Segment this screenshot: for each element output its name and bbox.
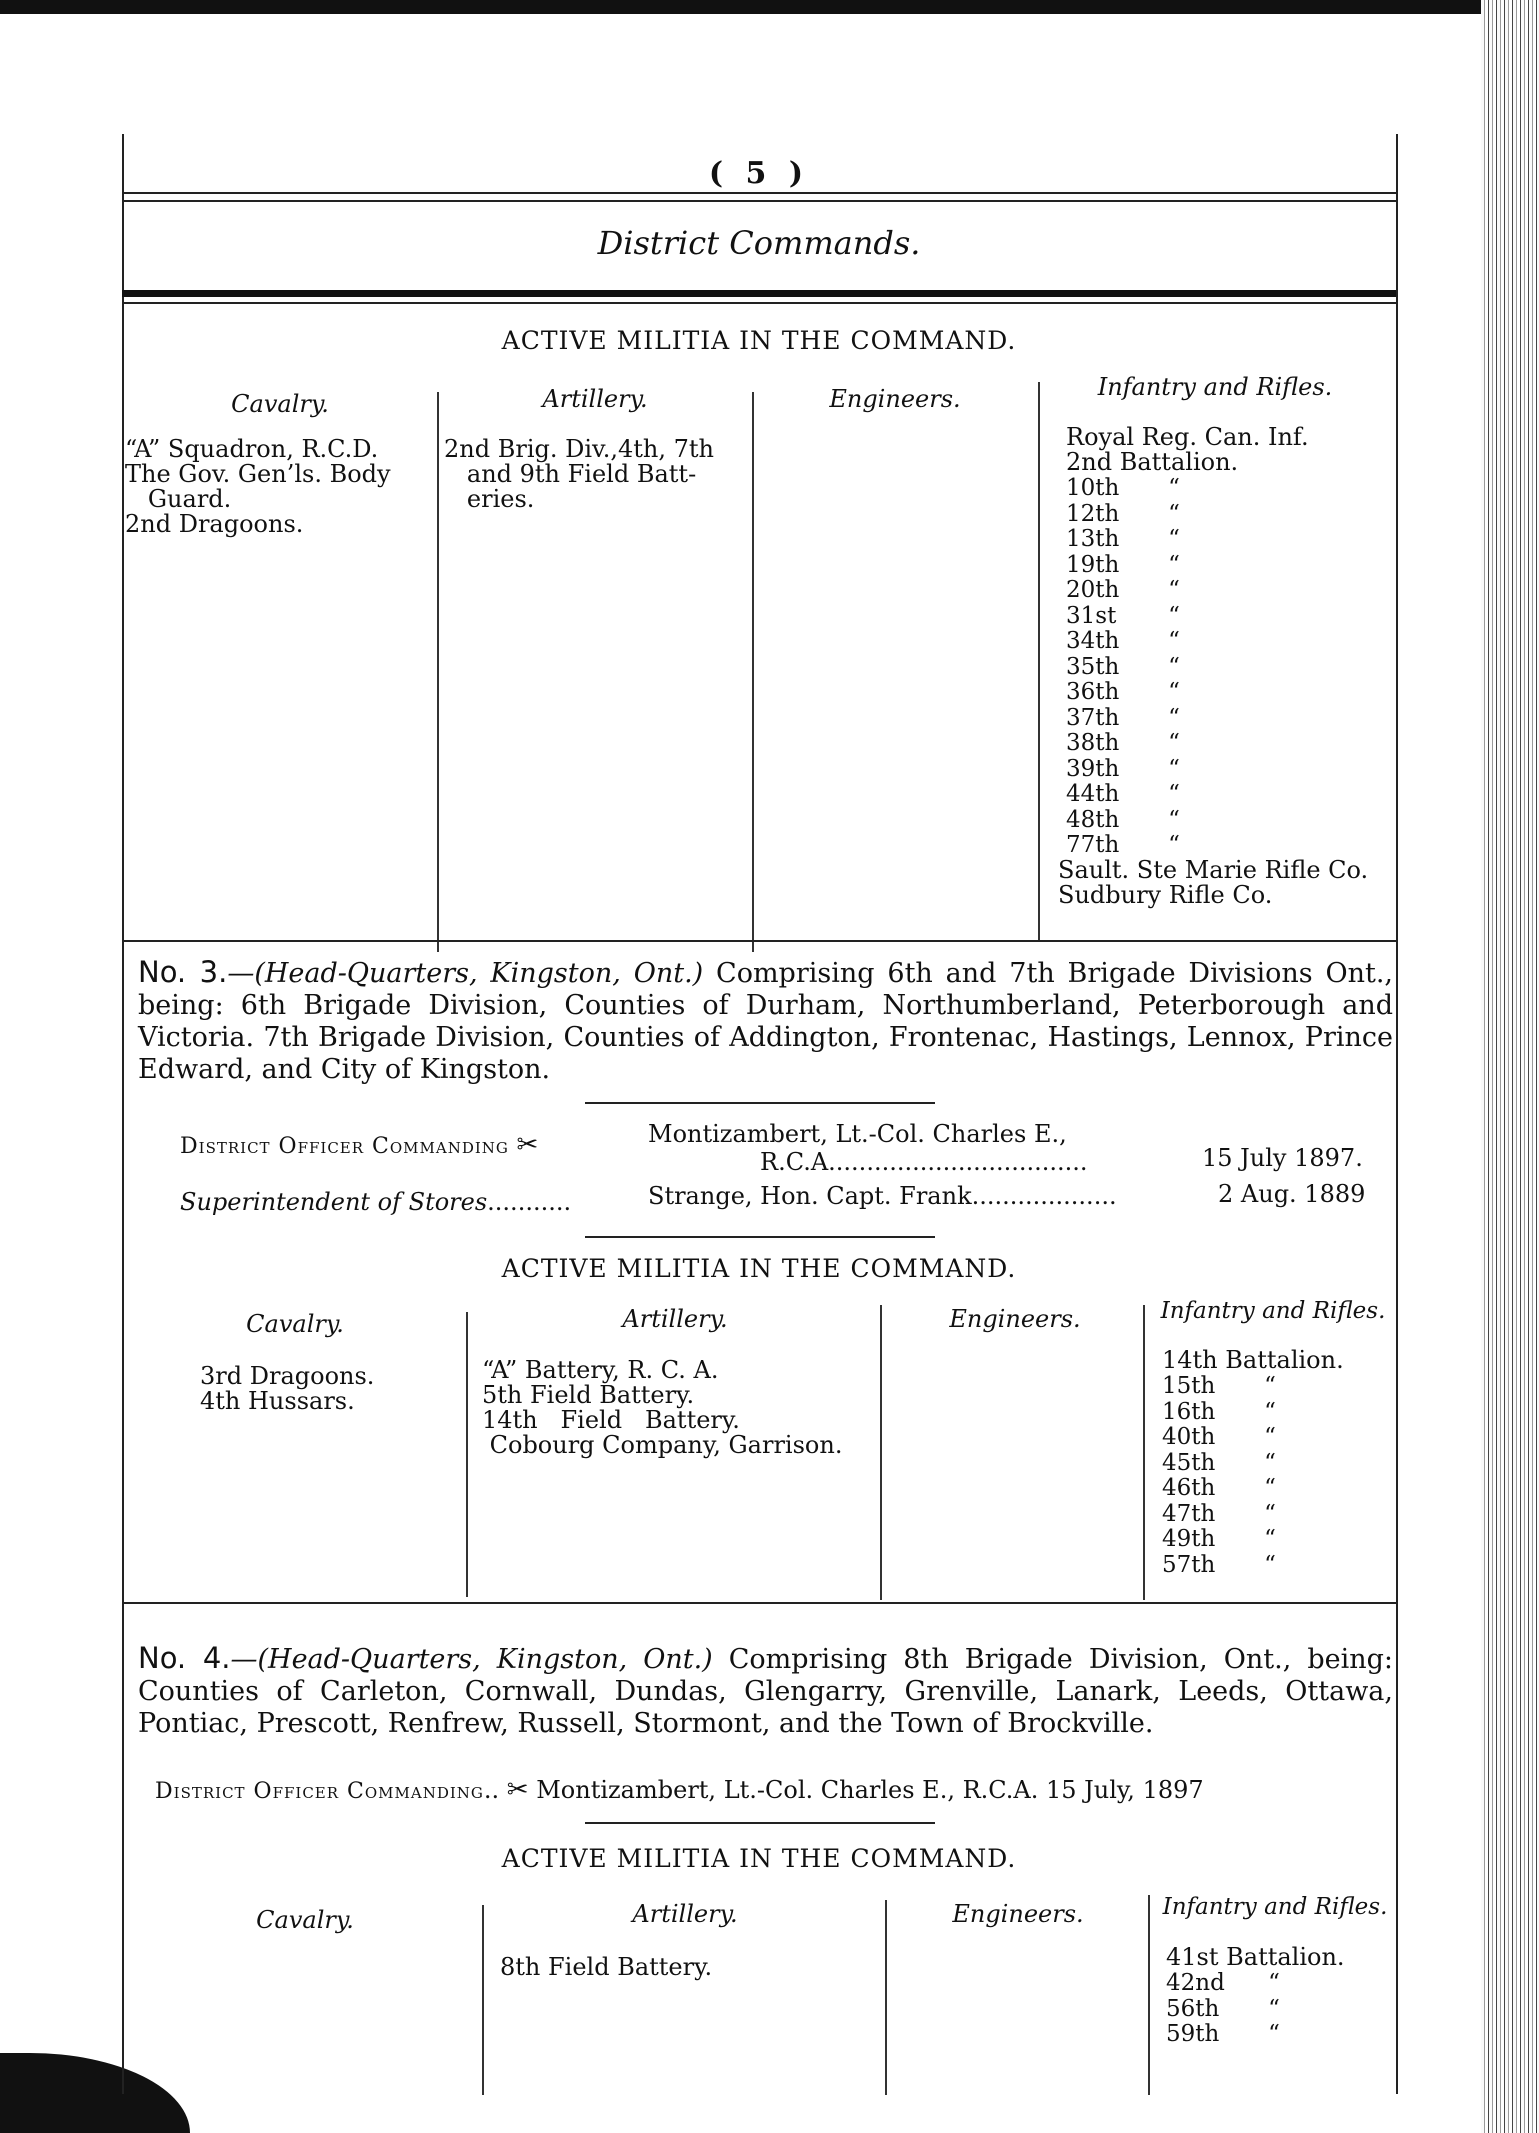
district-no4-description: No. 4.—(Head-Quarters, Kingston, Ont.) Comprising 8th Brigade Division, Ont., being: Counties of Carleton, Cornwall, Dundas, Glengarry, Grenville, Lanark, Leeds, Ottawa, Pontiac, Prescott, Renfrew, Russell, Stormont, and the Town of Brockville. xyxy=(138,1641,1393,1739)
ditto-mark: “ xyxy=(1264,1475,1276,1501)
battalion-number: 46th xyxy=(1162,1475,1216,1501)
infantry-header: Infantry and Rifles. xyxy=(1097,373,1333,401)
ditto-mark: “ xyxy=(1168,628,1180,654)
battalion-number: 16th xyxy=(1162,1398,1216,1425)
infantry-row xyxy=(1162,1553,1290,1579)
battalion-number: 56th xyxy=(1166,1995,1220,2022)
infantry-header: Infantry and Rifles. xyxy=(1162,1894,1388,1920)
infantry-row xyxy=(1066,502,1194,528)
short-rule xyxy=(585,1822,935,1824)
battalion-number: 45th xyxy=(1162,1449,1216,1476)
section-rule xyxy=(122,940,1396,942)
battalion-number: 10th xyxy=(1066,475,1120,501)
active-militia-heading: ACTIVE MILITIA IN THE COMMAND. xyxy=(501,1254,1017,1283)
artillery-units: “A” Battery, R. C. A. 5th Field Battery. 14th Field Battery. Cobourg Company, Garrison. xyxy=(482,1356,843,1459)
battalion-number: 47th xyxy=(1162,1500,1216,1527)
column-divider xyxy=(1148,1895,1150,2095)
short-rule xyxy=(585,1236,935,1238)
column-divider xyxy=(880,1305,882,1600)
cavalry-header: Cavalry. xyxy=(246,1310,344,1338)
sos-date: 2 Aug. 1889 xyxy=(1218,1180,1366,1208)
battalion-number: 39th xyxy=(1066,755,1120,782)
cavalry-units: 3rd Dragoons. 4th Hussars. xyxy=(200,1362,375,1415)
battalion-number: 20th xyxy=(1066,577,1120,603)
scan-edge-top xyxy=(0,0,1539,14)
battalion-number: 77th xyxy=(1066,832,1120,858)
ditto-mark: “ xyxy=(1168,577,1180,603)
engineers-header: Engineers. xyxy=(952,1900,1084,1928)
infantry-row xyxy=(1166,1971,1294,1997)
artillery-header: Artillery. xyxy=(542,385,648,413)
infantry-row xyxy=(1066,604,1194,630)
battalion-number: 57th xyxy=(1162,1551,1216,1578)
district-no3-description: No. 3.—(Head-Quarters, Kingston, Ont.) Comprising 6th and 7th Brigade Divisions Ont., being: 6th Brigade Division, Counties of Durham, Northumberland, Peterborough and Victoria. 7th Brigade Division, Counties of Addington, Frontenac, Hastings, Lennox, Prince Edward, and City of Kingston. xyxy=(138,955,1393,1085)
infantry-row xyxy=(1166,1997,1294,2023)
infantry-row xyxy=(1162,1400,1290,1426)
infantry-first: 41st Battalion. xyxy=(1166,1943,1345,1971)
ditto-mark: “ xyxy=(1168,500,1180,527)
artillery-header: Artillery. xyxy=(622,1305,728,1333)
infantry-row xyxy=(1066,731,1194,757)
battalion-number: 48th xyxy=(1066,806,1120,833)
infantry-first: 2nd Battalion. xyxy=(1066,448,1239,476)
doc-date: 15 July 1897. xyxy=(1202,1144,1363,1172)
battalion-number: 34th xyxy=(1066,628,1120,654)
ditto-mark: “ xyxy=(1268,1995,1280,2022)
cavalry-units: “A” Squadron, R.C.D. The Gov. Gen’ls. Body Guard. 2nd Dragoons. xyxy=(125,435,391,538)
artillery-units: 2nd Brig. Div.,4th, 7th and 9th Field Batt- eries. xyxy=(444,435,715,513)
column-divider xyxy=(466,1312,468,1597)
infantry-row xyxy=(1066,476,1194,502)
ditto-mark: “ xyxy=(1168,653,1180,680)
cavalry-header: Cavalry. xyxy=(256,1906,354,1934)
crossed-swords-icon: ✂ xyxy=(506,1775,529,1805)
battalion-number: 44th xyxy=(1066,781,1120,807)
ditto-mark: “ xyxy=(1168,551,1180,578)
doc-name-cont: R.C.A.................................. xyxy=(760,1148,1088,1176)
infantry-row xyxy=(1066,757,1194,783)
ditto-mark: “ xyxy=(1168,832,1180,858)
doc-label: District Officer Commanding ✂ xyxy=(180,1130,539,1160)
engineers-header: Engineers. xyxy=(829,385,961,413)
ditto-mark: “ xyxy=(1168,679,1180,705)
battalion-number: 36th xyxy=(1066,679,1120,705)
sos-label: Superintendent of Stores........... xyxy=(180,1188,572,1216)
artillery-header: Artillery. xyxy=(632,1900,738,1928)
ditto-mark: “ xyxy=(1168,704,1180,731)
battalion-number: 42nd xyxy=(1166,1970,1225,1996)
battalion-number: 40th xyxy=(1162,1424,1216,1450)
page-number: ( 5 ) xyxy=(708,156,810,191)
infantry-row xyxy=(1162,1502,1290,1528)
battalion-number: 12th xyxy=(1066,500,1120,527)
heavy-rule xyxy=(122,290,1396,297)
header-rule xyxy=(122,192,1396,194)
ditto-mark: “ xyxy=(1168,730,1180,756)
ditto-mark: “ xyxy=(1168,526,1180,552)
infantry-first: 14th Battalion. xyxy=(1162,1346,1344,1374)
infantry-row xyxy=(1066,782,1194,808)
ditto-mark: “ xyxy=(1264,1526,1276,1552)
ditto-mark: “ xyxy=(1168,475,1180,501)
ditto-mark: “ xyxy=(1168,755,1180,782)
cavalry-header: Cavalry. xyxy=(231,390,329,418)
section-title: District Commands. xyxy=(597,224,921,262)
engineers-header: Engineers. xyxy=(949,1305,1081,1333)
infantry-list xyxy=(1162,1374,1290,1578)
infantry-row xyxy=(1166,2022,1294,2048)
column-divider xyxy=(437,392,439,952)
artillery-units: 8th Field Battery. xyxy=(500,1953,713,1981)
heavy-rule-thin xyxy=(122,302,1396,304)
infantry-list xyxy=(1166,1971,1294,2048)
ditto-mark: “ xyxy=(1264,1500,1276,1527)
doc-name: Montizambert, Lt.-Col. Charles E., R.C.A. 15 July, 1897 xyxy=(536,1776,1204,1804)
active-militia-heading: ACTIVE MILITIA IN THE COMMAND. xyxy=(501,326,1017,355)
ditto-mark: “ xyxy=(1168,781,1180,807)
ditto-mark: “ xyxy=(1268,1970,1280,1996)
infantry-row xyxy=(1162,1451,1290,1477)
doc-label: District Officer Commanding.. ✂ Montizambert, Lt.-Col. Charles E., R.C.A. 15 July, 1897 xyxy=(155,1775,1204,1805)
infantry-header: Infantry and Rifles. xyxy=(1160,1298,1386,1324)
infantry-row xyxy=(1066,706,1194,732)
infantry-row xyxy=(1162,1374,1290,1400)
infantry-row xyxy=(1162,1476,1290,1502)
infantry-row xyxy=(1066,553,1194,579)
column-divider xyxy=(482,1905,484,2095)
scan-edge-right xyxy=(1481,0,1539,2133)
infantry-row xyxy=(1066,527,1194,553)
battalion-number: 59th xyxy=(1166,2021,1220,2047)
ditto-mark: “ xyxy=(1264,1398,1276,1425)
active-militia-heading: ACTIVE MILITIA IN THE COMMAND. xyxy=(501,1844,1017,1873)
doc-name: Montizambert, Lt.-Col. Charles E., xyxy=(648,1120,1067,1148)
battalion-number: 19th xyxy=(1066,551,1120,578)
infantry-row xyxy=(1066,833,1194,859)
crossed-swords-icon: ✂ xyxy=(516,1130,539,1160)
infantry-row xyxy=(1162,1425,1290,1451)
infantry-row xyxy=(1066,578,1194,604)
infantry-row xyxy=(1162,1527,1290,1553)
ditto-mark: “ xyxy=(1168,602,1180,629)
battalion-number: 31st xyxy=(1066,602,1117,629)
battalion-number: 15th xyxy=(1162,1373,1216,1399)
infantry-row xyxy=(1066,655,1194,681)
infantry-list xyxy=(1066,476,1194,859)
infantry-top: Royal Reg. Can. Inf. xyxy=(1066,423,1309,451)
ditto-mark: “ xyxy=(1268,2021,1280,2047)
ditto-mark: “ xyxy=(1264,1424,1276,1450)
header-rule-2 xyxy=(122,200,1396,202)
column-divider xyxy=(1143,1305,1145,1600)
ditto-mark: “ xyxy=(1168,806,1180,833)
column-divider xyxy=(885,1900,887,2095)
battalion-number: 38th xyxy=(1066,730,1120,756)
ditto-mark: “ xyxy=(1264,1551,1276,1578)
battalion-number: 49th xyxy=(1162,1526,1216,1552)
section-rule xyxy=(122,1602,1396,1604)
column-divider xyxy=(1038,382,1040,942)
sos-name: Strange, Hon. Capt. Frank................... xyxy=(648,1182,1117,1210)
ditto-mark: “ xyxy=(1264,1373,1276,1399)
battalion-number: 37th xyxy=(1066,704,1120,731)
infantry-rifle-companies: Sault. Ste Marie Rifle Co. Sudbury Rifle Co. xyxy=(1058,856,1369,909)
battalion-number: 35th xyxy=(1066,653,1120,680)
infantry-row xyxy=(1066,680,1194,706)
infantry-row xyxy=(1066,808,1194,834)
ditto-mark: “ xyxy=(1264,1449,1276,1476)
battalion-number: 13th xyxy=(1066,526,1120,552)
column-divider xyxy=(752,392,754,952)
short-rule xyxy=(585,1102,935,1104)
infantry-row xyxy=(1066,629,1194,655)
